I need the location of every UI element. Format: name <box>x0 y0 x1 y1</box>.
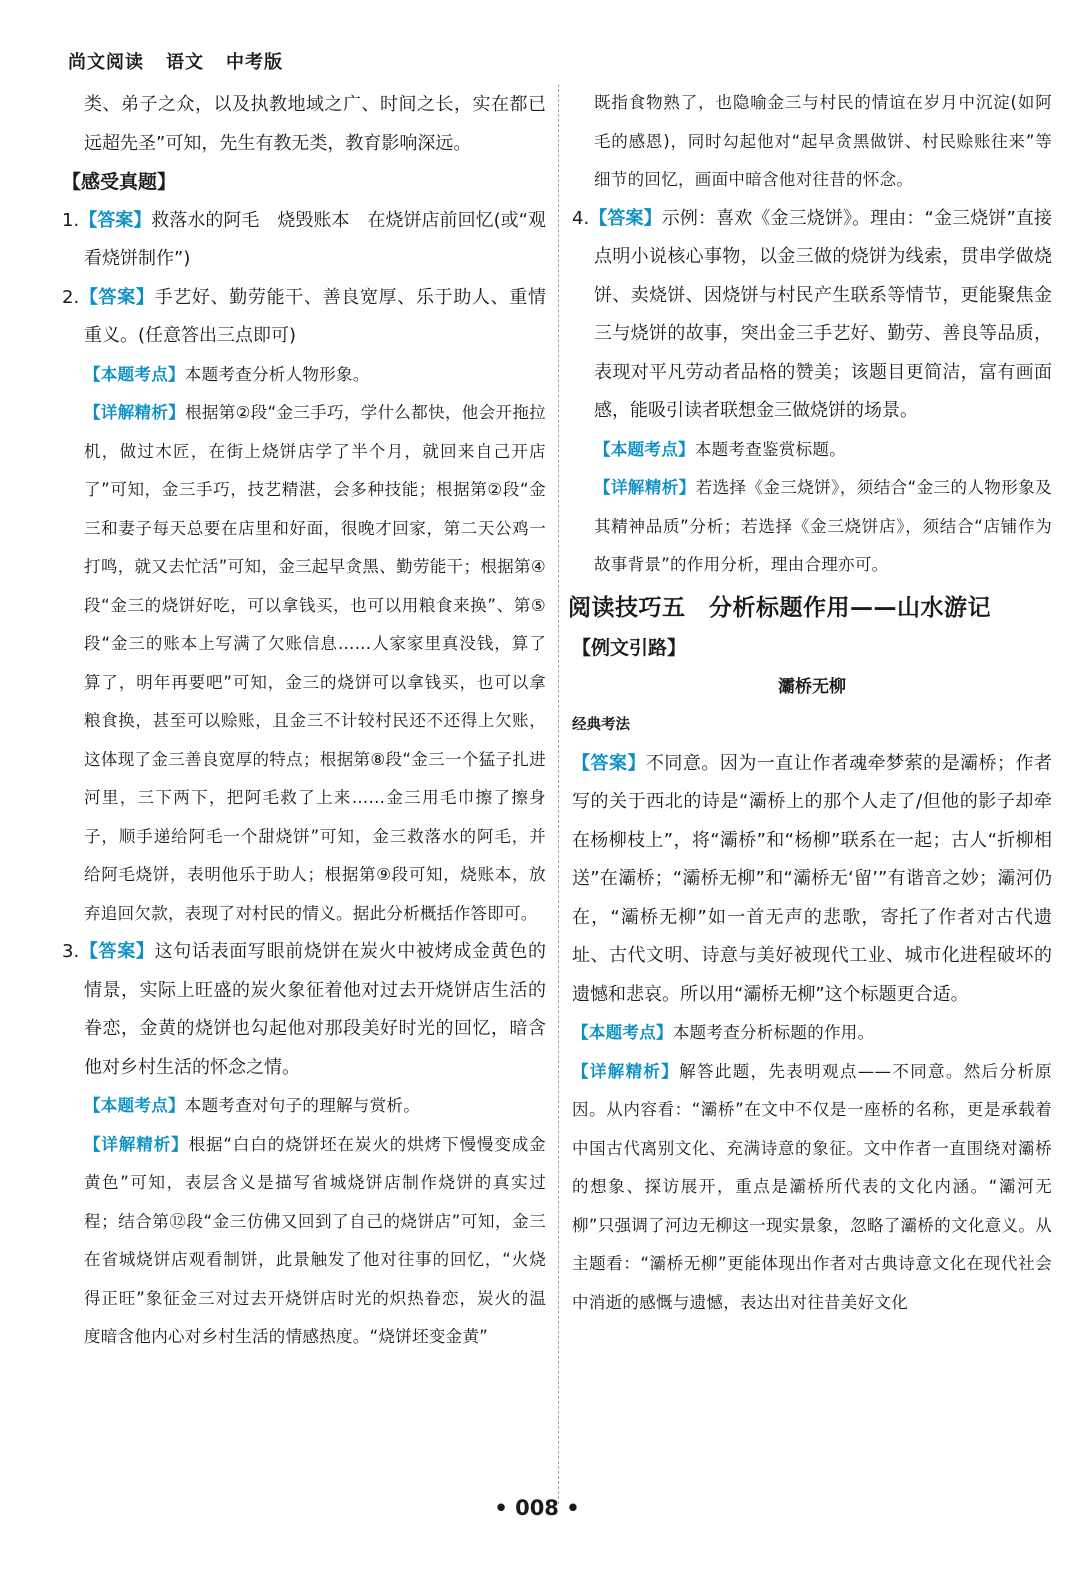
q4-key-point <box>572 431 1052 470</box>
q4-number: 4. <box>572 207 590 229</box>
left-column <box>62 86 546 1357</box>
q3-analysis <box>62 1126 546 1357</box>
example-answer-text: 不同意。因为一直让作者魂牵梦萦的是灞桥；作者写的关于西北的诗是“灞桥上的那个人走了/但他的影子却牵在杨柳枝上”，将“灞桥”和“杨柳”联系在一起；古人“折柳相送”在灞桥；“灞桥无柳”和“灞桥无‘留’”有谐音之妙；灞河仍在，“灞桥无柳”如一首无声的悲歌，寄托了作者对古代遗址、古代文明、诗意与美好被现代工业、城市化进程破坏的遗憾和悲哀。所以用“灞桥无柳”这个标题更合适。 <box>572 752 1052 1005</box>
q3-number: 3. <box>62 941 80 962</box>
book-name: 尚文阅读 <box>68 52 144 73</box>
q2-answer-text: 手艺好、勤劳能干、善良宽厚、乐于助人、重情重义。(任意答出三点即可) <box>84 286 547 346</box>
q1-answer <box>62 202 546 279</box>
answer-tag: 【答案】 <box>589 207 662 229</box>
key-point-tag: 【本题考点】 <box>594 439 695 459</box>
example-key-point-text: 本题考查分析标题的作用。 <box>672 1023 875 1042</box>
analysis-tag: 【详解精析】 <box>594 478 696 497</box>
answer-tag: 【答案】 <box>79 209 152 231</box>
classic-method-label: 经典考法 <box>572 717 630 733</box>
q2-analysis <box>62 394 546 933</box>
answer-tag: 【答案】 <box>572 752 646 774</box>
key-point-tag: 【本题考点】 <box>84 364 185 384</box>
edition-name: 中考版 <box>226 52 283 73</box>
example-analysis <box>572 1053 1052 1323</box>
q2-answer <box>62 279 546 356</box>
page-number: • 008 • <box>494 1496 580 1520</box>
q1-number: 1. <box>62 209 80 231</box>
example-analysis-text: 解答此题，先表明观点——不同意。然后分析原因。从内容看：“灞桥”在文中不仅是一座桥的名称，更是承载着中国古代离别文化、充满诗意的象征。文中作者一直围绕对灞桥的想象、探访展开，重点是灞桥所代表的文化内涵。“灞河无柳”只强调了河边无柳这一现实景象，忽略了灞桥的文化意义。从主题看：“灞桥无柳”更能体现出作者对古典诗意文化在现代社会中消逝的感慨与遗憾，表达出对往昔美好文化 <box>572 1061 1052 1312</box>
q3-answer <box>62 933 546 1087</box>
article-title: 灞桥无柳 <box>778 676 846 697</box>
q4-key-point-text: 本题考查鉴赏标题。 <box>694 439 847 459</box>
q4-answer <box>572 200 1052 431</box>
section-heading: 【感受真题】 <box>62 171 177 193</box>
q4-analysis <box>572 469 1052 585</box>
q3-answer-text: 这句话表面写眼前烧饼在炭火中被烤成金黄色的情景，实际上旺盛的炭火象征着他对过去开烧饼店生活的眷恋，金黄的烧饼也勾起他对那段美好时光的回忆，暗含他对乡村生活的怀念之情。 <box>84 941 547 1078</box>
right-column <box>568 84 1053 1322</box>
skill-title: 阅读技巧五 分析标题作用——山水游记 <box>568 594 991 621</box>
q4-answer-text: 示例：喜欢《金三烧饼》。理由：“金三烧饼”直接点明小说核心事物，以金三做的烧饼为线索，贯串学做烧饼、卖烧饼、因烧饼与村民产生联系等情节，更能聚焦金三与烧饼的故事，突出金三手艺好、勤劳、善良等品质，表现对平凡劳动者品格的赞美；该题目更简洁，富有画面感，能吸引读者联想金三做烧饼的场景。 <box>594 207 1053 421</box>
q2-key-point-text: 本题考查分析人物形象。 <box>184 364 370 384</box>
q2-number: 2. <box>62 286 80 308</box>
example-key-point <box>572 1014 1052 1053</box>
example-section-heading: 【例文引路】 <box>572 637 687 659</box>
q1-answer-text: 救落水的阿毛 烧毁账本 在烧饼店前回忆(或“观看烧饼制作”) <box>84 209 546 269</box>
q2-key-point <box>62 356 546 395</box>
answer-tag: 【答案】 <box>79 286 155 308</box>
key-point-tag: 【本题考点】 <box>84 1096 185 1115</box>
column-divider <box>558 84 560 1504</box>
analysis-tag: 【详解精析】 <box>572 1061 680 1081</box>
example-answer <box>572 745 1052 1015</box>
q4-analysis-text: 若选择《金三烧饼》，须结合“金三的人物形象及其精神品质”分析；若选择《金三烧饼店》，须结合“店铺作为故事背景”的作用分析，理由合理亦可。 <box>594 478 1052 574</box>
q2-analysis-text: 根据第②段“金三手巧，学什么都快，他会开拖拉机，做过木匠，在街上烧饼店学了半个月，就回来自己开店了”可知，金三手巧，技艺精湛，会多种技能；根据第②段“金三和妻子每天总要在店里和好面，很晚才回家，第二天公鸡一打鸣，就又去忙活”可知，金三起早贪黑、勤劳能干；根据第④段“金三的烧饼好吃，可以拿钱买，也可以用粮食来换”、第⑤段“金三的账本上写满了欠账信息……人家家里真没钱，算了算了，明年再要吧”可知，金三的烧饼可以拿钱买，也可以拿粮食换，甚至可以赊账，且金三不计较村民还不还得上欠账，这体现了金三善良宽厚的特点；根据第⑧段“金三一个猛子扎进河里，三下两下，把阿毛救了上来……金三用毛巾擦了擦身子，顺手递给阿毛一个甜烧饼”可知，金三救落水的阿毛，并给阿毛烧饼，表明他乐于助人；根据第⑨段可知，烧账本，放弃追回欠款，表现了对村民的情义。据此分析概括作答即可。 <box>84 403 546 923</box>
answer-tag: 【答案】 <box>79 941 155 962</box>
key-point-tag: 【本题考点】 <box>572 1023 673 1042</box>
analysis-tag: 【详解精析】 <box>84 403 186 422</box>
q3-analysis-text: 根据“白白的烧饼坯在炭火的烘烤下慢慢变成金黄色”可知，表层含义是描写省城烧饼店制作烧饼的真实过程；结合第⑫段“金三仿佛又回到了自己的烧饼店”可知，金三在省城烧饼店观看制饼，此景触发了他对往事的回忆，“火烧得正旺”象征金三对过去开烧饼店时光的炽热眷恋，炭火的温度暗含他内心对乡村生活的情感热度。“烧饼坯变金黄” <box>84 1134 546 1346</box>
running-header <box>68 48 305 74</box>
q3-key-point <box>62 1087 546 1126</box>
continued-analysis: 既指食物熟了，也隐喻金三与村民的情谊在岁月中沉淀(如阿毛的感恩)，同时勾起他对“起早贪黑做饼、村民赊账往来”等细节的回忆，画面中暗含他对往昔的怀念。 <box>594 93 1052 189</box>
analysis-tag: 【详解精析】 <box>84 1134 189 1154</box>
subject-name: 语文 <box>166 52 204 73</box>
continued-paragraph: 类、弟子之众，以及执教地域之广、时间之长，实在都已远超先圣”可知，先生有教无类，教育影响深远。 <box>84 94 546 154</box>
q3-key-point-text: 本题考查对句子的理解与赏析。 <box>184 1096 421 1115</box>
